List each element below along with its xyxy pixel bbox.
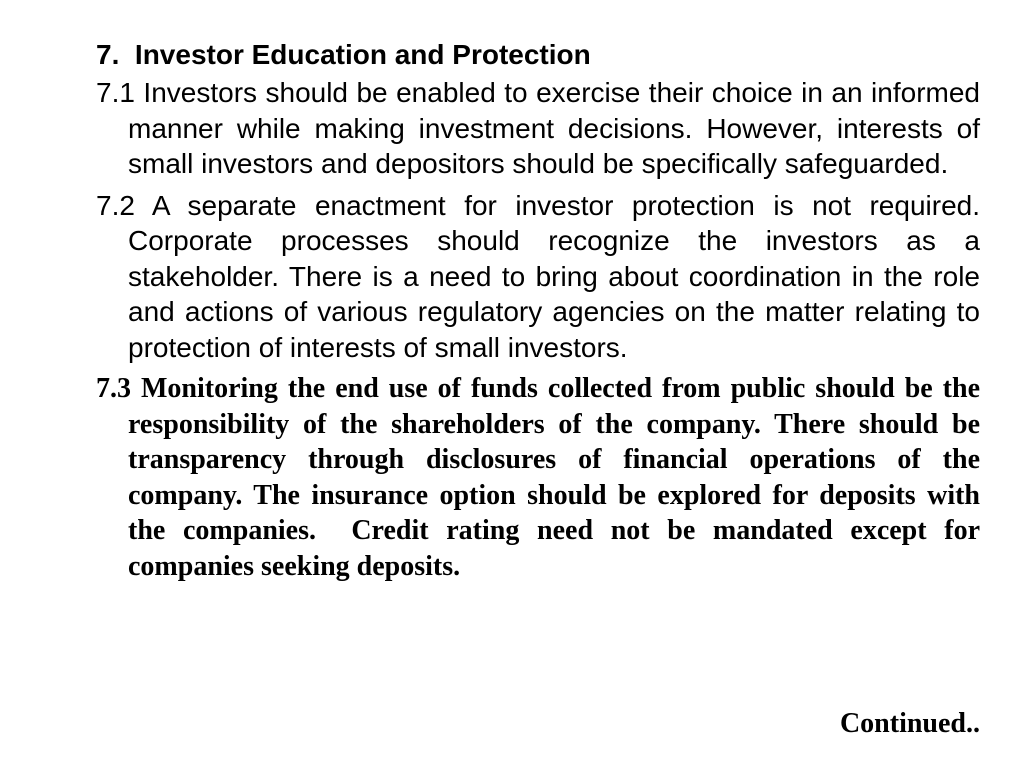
paragraph-number: 7.2: [96, 189, 135, 221]
paragraph-text: Investors should be enabled to exercise their choice in an informed manner while making investment decisions. However, interests of small investors and depositors should be specifically safeguarded.: [128, 77, 980, 179]
section-heading: 7. Investor Education and Protection: [96, 39, 591, 70]
paragraph-7-1: [96, 75, 980, 182]
paragraph-7-2: [96, 188, 980, 366]
paragraph-text: Monitoring the end use of funds collected from public should be the responsibility of the shareholders of the company. There should be transparency through disclosures of financial operations of the company. The insurance option should be explored for deposits with the companies. Credit rating need not be mandated except for companies seeking deposits.: [128, 373, 988, 582]
slide-content: [96, 37, 988, 590]
paragraph-number: 7.1: [96, 77, 135, 108]
paragraph-7-3: [96, 371, 988, 584]
paragraph-text: A separate enactment for investor protection is not required. Corporate processes should recognize the investors as a stakeholder. There is a need to bring about coordination in the role and actions of various regulatory agencies on the matter relating to protection of interests of small investors.: [128, 189, 980, 363]
continued-label: Continued..: [839, 708, 980, 739]
paragraph-number: 7.3: [96, 373, 131, 404]
